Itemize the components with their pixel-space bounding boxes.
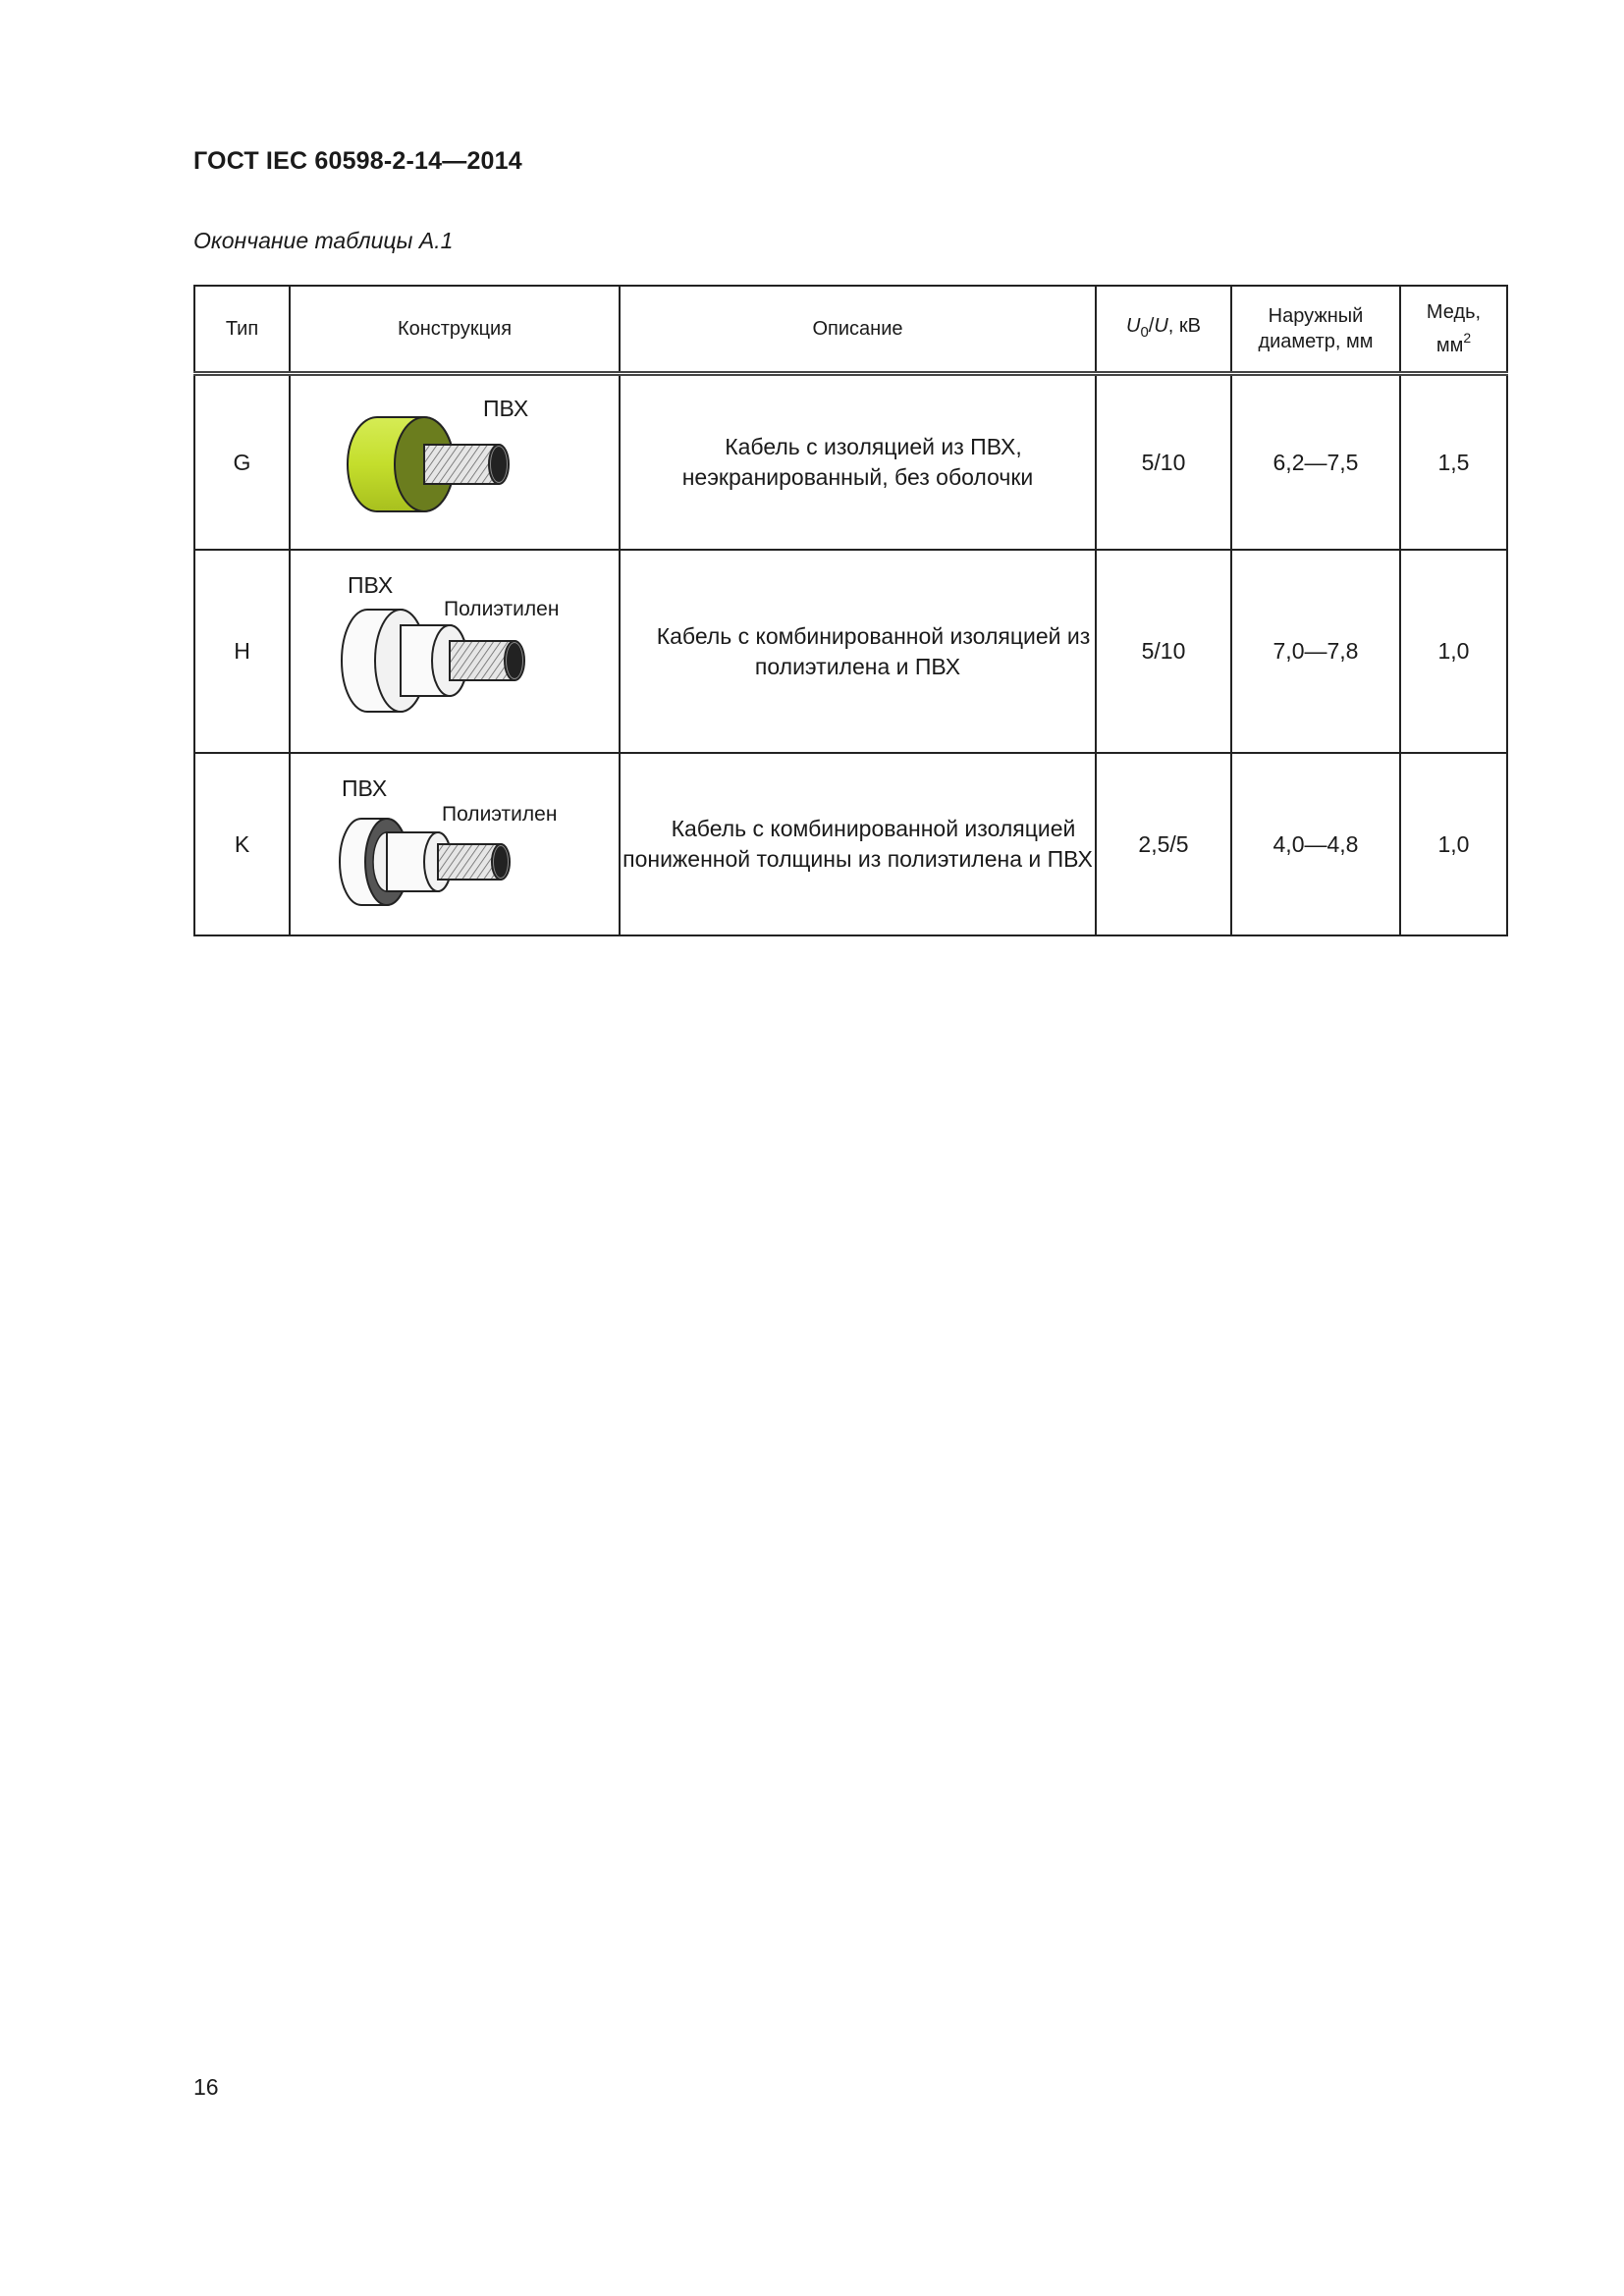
table-row (194, 753, 1507, 935)
label-pvc: ПВХ (342, 775, 388, 801)
cell-voltage: 5/10 (1096, 374, 1231, 551)
page-number: 16 (193, 2074, 219, 2100)
label-polyethylene: Полиэтилен (444, 598, 560, 620)
header-copper: Медь, $мм^2$ (1400, 286, 1507, 374)
cell-voltage: 2,5/5 (1096, 753, 1231, 935)
cell-copper: 1,0 (1400, 753, 1507, 935)
cell-construction (290, 550, 620, 753)
label-polyethylene: Полиэтилен (442, 803, 558, 826)
cell-description: Кабель с комбинированной изоляцией пониженной толщины из полиэтилена и ПВХ (620, 753, 1096, 935)
cable-spec-table (193, 285, 1508, 936)
cell-construction (290, 753, 620, 935)
header-voltage: $U_0/U$, кВ (1096, 286, 1231, 374)
cell-description: Кабель с изоляцией из ПВХ, неэкранированный, без оболочки (620, 374, 1096, 551)
label-pvc: ПВХ (348, 572, 394, 598)
table-caption: Окончание таблицы А.1 (193, 228, 454, 253)
cell-copper: 1,0 (1400, 550, 1507, 753)
header-construction: Конструкция (290, 286, 620, 374)
cell-description: Кабель с комбинированной изоляцией из полиэтилена и ПВХ (620, 550, 1096, 753)
label-pvc: ПВХ (483, 396, 529, 421)
table-row (194, 374, 1507, 551)
header-type: Тип (194, 286, 290, 374)
cell-copper: 1,5 (1400, 374, 1507, 551)
cell-diameter: 4,0—4,8 (1231, 753, 1400, 935)
cable-g-illustration (291, 376, 621, 549)
cell-voltage: 5/10 (1096, 550, 1231, 753)
header-description: Описание (620, 286, 1096, 374)
table-header-row (194, 286, 1507, 374)
cable-k-illustration (291, 754, 621, 934)
cable-h-illustration (291, 551, 621, 752)
table-row (194, 550, 1507, 753)
cell-type: H (194, 550, 290, 753)
cell-type: G (194, 374, 290, 551)
cell-construction (290, 374, 620, 551)
header-diameter: Наружный диаметр, мм (1231, 286, 1400, 374)
cell-type: K (194, 753, 290, 935)
document-header: ГОСТ IEC 60598-2-14—2014 (193, 147, 522, 175)
cell-diameter: 7,0—7,8 (1231, 550, 1400, 753)
cell-diameter: 6,2—7,5 (1231, 374, 1400, 551)
